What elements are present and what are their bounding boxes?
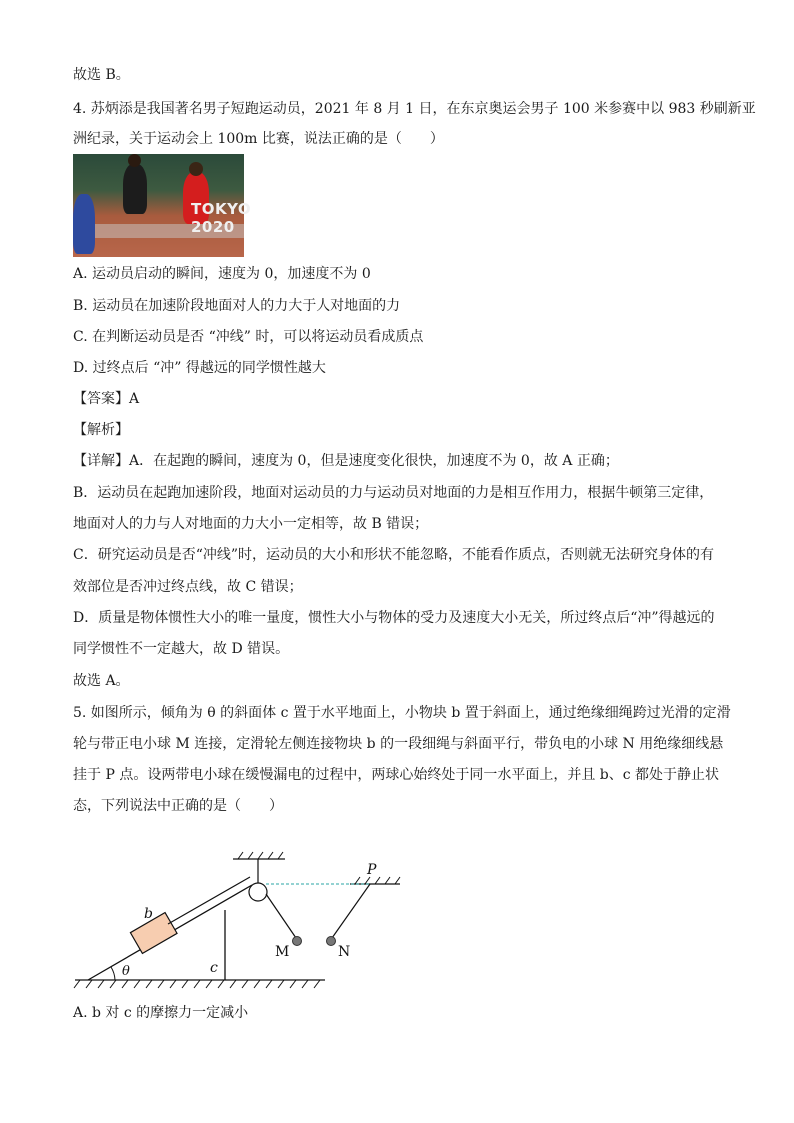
- question-5-stem-line-3: 挂于 P 点。设两带电小球在缓慢漏电的过程中，两球心始终处于同一水平面上，并且 b、c 都处于静止状: [73, 767, 720, 783]
- detail-c-line-1: C．研究运动员是否“冲线”时，运动员的大小和形状不能忽略，不能看作质点，否则就无法研究身体的有: [73, 547, 715, 563]
- detail-b-line-1: B．运动员在起跑加速阶段，地面对运动员的力与运动员对地面的力是相互作用力，根据牛顿第三定律，: [73, 485, 714, 501]
- label-theta: θ: [122, 964, 130, 979]
- label-c: c: [210, 960, 218, 976]
- label-p: P: [367, 862, 377, 878]
- question-4-stem-line-1: 4. 苏炳添是我国著名男子短跑运动员，2021 年 8 月 1 日，在东京奥运会男子 100 米参赛中以 983 秒刷新亚: [73, 101, 756, 117]
- question-4-stem-line-2: 洲纪录，关于运动会上 100m 比赛，说法正确的是（ ）: [73, 131, 444, 147]
- pulley: [249, 883, 267, 901]
- ball-m: [293, 937, 302, 946]
- conclusion-line: 故选 A。: [73, 673, 130, 689]
- label-m: M: [275, 944, 290, 960]
- detail-d-line-2: 同学惯性不一定越大，故 D 错误。: [73, 641, 290, 657]
- detail-d-line-1: D．质量是物体惯性大小的唯一量度，惯性大小与物体的受力及速度大小无关，所过终点后“冲”得越远的: [73, 610, 715, 626]
- physics-diagram: [70, 850, 410, 1010]
- answer-label: 【答案】A: [73, 391, 140, 407]
- text-line-1: 故选 B。: [73, 67, 130, 83]
- question-5-stem-line-1: 5. 如图所示，倾角为 θ 的斜面体 c 置于水平地面上，小物块 b 置于斜面上，通过绝缘细绳跨过光滑的定滑: [73, 705, 731, 721]
- detail-b-line-2: 地面对人的力与人对地面的力大小一定相等，故 B 错误；: [73, 516, 429, 532]
- option-b: B. 运动员在加速阶段地面对人的力大于人对地面的力: [73, 298, 401, 314]
- block-b: [130, 913, 177, 954]
- sprinters-photo: [73, 154, 252, 257]
- option-c: C. 在判断运动员是否 “冲线” 时，可以将运动员看成质点: [73, 329, 424, 345]
- photo-logo-text: TOKYO 2020: [191, 200, 252, 236]
- detail-c-line-2: 效部位是否冲过终点线，故 C 错误；: [73, 579, 303, 595]
- question-5-option-a: A. b 对 c 的摩擦力一定减小: [73, 1005, 249, 1021]
- question-5-stem-line-2: 轮与带正电小球 M 连接，定滑轮左侧连接物块 b 的一段细绳与斜面平行，带负电的小球 N 用绝缘细线悬: [73, 736, 724, 752]
- ball-n: [327, 937, 336, 946]
- label-b: b: [144, 906, 153, 922]
- detail-a: 【详解】A．在起跑的瞬间，速度为 0，但是速度变化很快，加速度不为 0，故 A 正确；: [73, 453, 619, 469]
- option-a: A. 运动员启动的瞬间，速度为 0，加速度不为 0: [73, 266, 371, 282]
- question-5-stem-line-4: 态，下列说法中正确的是（ ）: [73, 798, 283, 814]
- analysis-label: 【解析】: [73, 422, 129, 438]
- option-d: D. 过终点后 “冲” 得越远的同学惯性越大: [73, 360, 326, 376]
- label-n: N: [338, 944, 351, 960]
